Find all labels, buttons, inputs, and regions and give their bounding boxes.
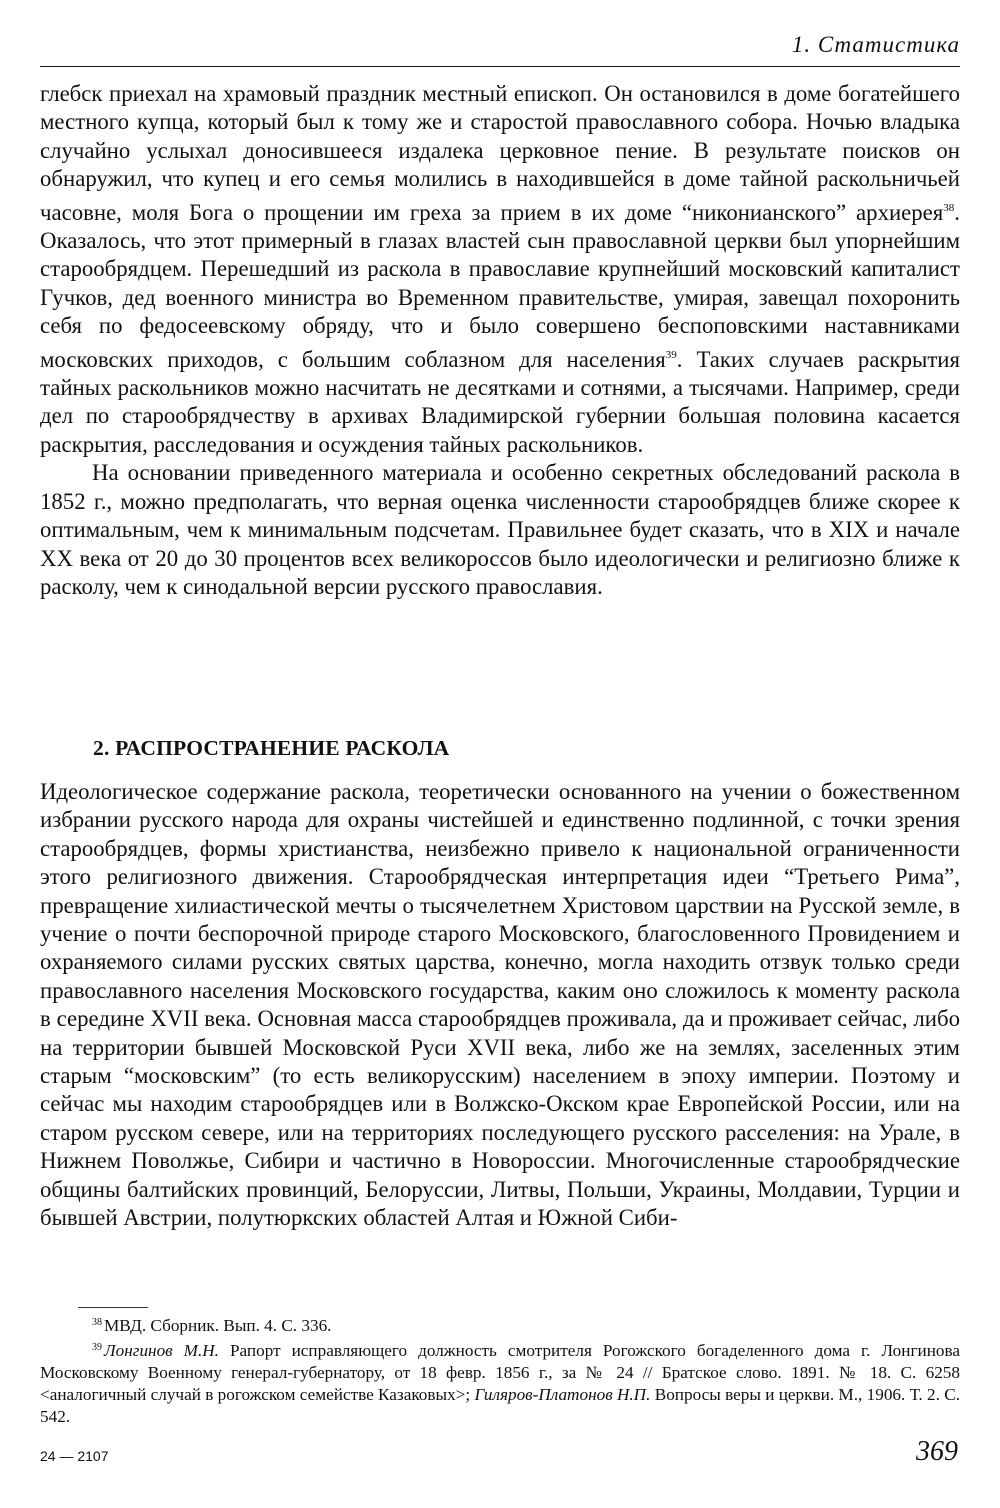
footnote-ref-38[interactable]: 38 [943,201,955,214]
page-number: 369 [916,1436,958,1467]
footnotes [40,1312,960,1428]
footnote-39 [40,1337,960,1428]
printer-signature: 24 — 2107 [40,1448,109,1464]
footnote-text: МВД. Сборник. Вып. 4. С. 336. [104,1316,332,1335]
footnote-number: 38 [92,1317,102,1328]
footnote-text: Вопросы веры и церкви. М., 1906. Т. 2. С. 542. [40,1385,961,1426]
footnote-author: Гиляров-Платонов Н.П. [474,1385,651,1404]
header-rule [40,66,960,67]
footnote-rule [78,1307,148,1308]
footnote-38 [40,1312,960,1337]
footnote-author: Лонгинов М.Н. [104,1341,219,1360]
text-run: . Таких случаев раскрытия тайных раскольников можно насчитать не десятками и сотнями, а тысячами. Например, среди дел по старообрядчеству в архивах Владимирской губернии большая половина касается раскрытия, расследования и осуждения тайных раскольников. [40,346,960,457]
running-head: 1. Статистика [791,32,960,57]
text-run: . Оказалось, что этот примерный в глазах властей сын православной церкви был упорнейшим старообрядцем. Перешедший из раскола в православие крупнейший московский капиталист Гучков, дед военного министра во Временном правительстве, умирая, завещал похоронить себя по федосеевскому обряду, что и было совершено беспоповскими наставниками московских приходов, с большим соблазном для населения [40,199,960,372]
paragraph: Идеологическое содержание раскола, теоретически основанного на учении о божественном избрании русского народа для охраны чистейшей и единственно подлинной, с точки зрения старообрядцев, формы христианства, неизбежно привело к национальной ограниченности этого религиозного движения. Старообрядческая интерпретация идеи “Третьего Рима”, превращение хилиастической мечты о тысячелетнем Христовом царствии на Русской земле, в учение о почти беспорочной природе старого Московского, благословенного Провидением и охраняемого силами русских святых царства, конечно, могла находить отзвук только среди православного населения Московского государства, каким оно сложилось к моменту раскола в середине XVII века. Основная масса старообрядцев проживала, да и проживает сейчас, либо на территории бывшей Московской Руси XVII века, либо же на землях, заселенных этим старым “московским” (то есть великорусским) населением в эпоху империи. Поэтому и сейчас мы находим старообрядцев или в Волжско-Окском крае Европейской России, или на старом русском севере, или на территориях последующего русского расселения: на Урале, в Нижнем Поволжье, Сибири и частично в Новороссии. Многочисленные старообрядческие общины балтийских провинций, Белоруссии, Литвы, Польши, Украины, Молдавии, Турции и бывшей Австрии, полутюркских областей Алтая и Южной Сиби- [40,779,960,1231]
main-text-block-1 [40,80,960,601]
footnote-ref-39[interactable]: 39 [665,348,677,361]
text-run: глебск приехал на храмовый праздник местный епископ. Он остановился в доме богатейшего местного купца, который был к тому же и старостой православного собора. Ночью владыка случайно услыхал доносившееся издалека церковное пение. В результате поисков он обнаружил, что купец и его семья молились в находившейся в доме тайной раскольничьей часовне, моля Бога о прощении им греха за прием в их доме “никонианского” архиерея [40,81,960,225]
main-text-block-2 [40,778,960,1233]
paragraph: На основании приведенного материала и особенно секретных обследований раскола в 1852 г., можно предполагать, что верная оценка численности старообрядцев ближе скорее к оптимальным, чем к минимальным подсчетам. Правильнее будет сказать, что в XIX и начале XX века от 20 до 30 процентов всех великороссов было идеологически и религиозно ближе к расколу, чем к синодальной версии русского православия. [40,460,960,599]
paragraph-continued [40,80,960,459]
footnote-text: Рапорт исправляющего должность смотрителя Рогожского богаделенного дома г. Лонгинова Московскому Военному генерал-губернатору, от 18 февр. 1856 г., за № 24 // Братское слово. 1891. № 18. С. 6258 <аналогичный случай в рогожском семействе Казаковых>; [40,1341,961,1404]
footnote-number: 39 [92,1342,102,1353]
section-heading: 2. РАСПРОСТРАНЕНИЕ РАСКОЛА [93,736,450,760]
